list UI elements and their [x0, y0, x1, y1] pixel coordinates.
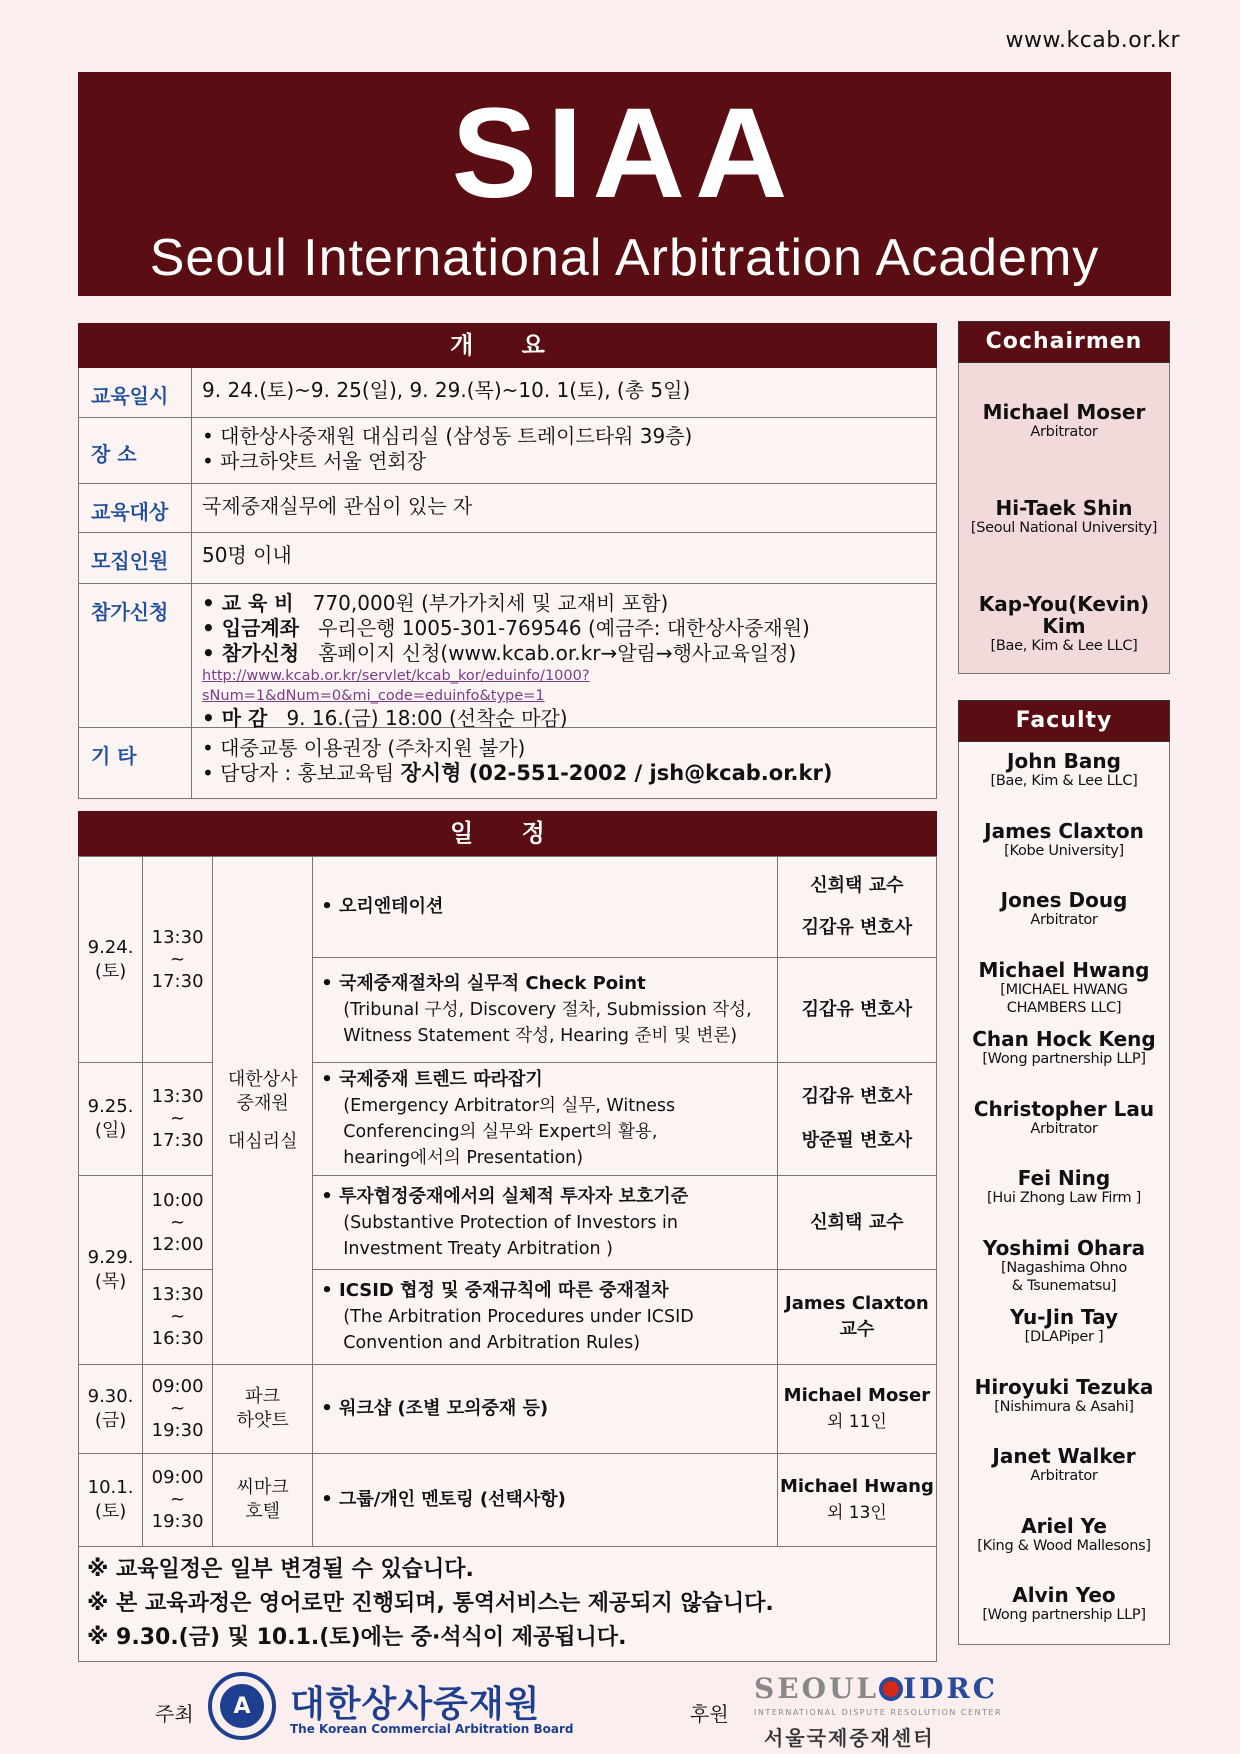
faculty-header: Faculty — [958, 700, 1170, 742]
note-line: ※ 9.30.(금) 및 10.1.(토)에는 중·석식이 제공됩니다. — [87, 1625, 627, 1650]
row-label: 기 타 — [79, 728, 192, 798]
person-name: John Bang — [1007, 749, 1121, 773]
session-title: • 그룹/개인 멘토링 (선택사항) — [321, 1489, 566, 1510]
place-text: 대한상사 — [227, 1068, 298, 1090]
time-sep: ~ — [170, 1108, 186, 1129]
person-item — [959, 959, 1169, 1029]
time-cell — [143, 857, 213, 1063]
person-name: James Claxton — [984, 818, 1144, 843]
person-affiliation: [Nagashima Ohno — [1000, 1259, 1128, 1276]
person-item — [959, 750, 1169, 820]
cochairmen-header: Cochairmen — [958, 321, 1170, 363]
time-start: 13:30 — [151, 926, 204, 948]
person-item — [959, 1584, 1169, 1654]
deadline-value: 9. 16.(금) 18:00 (선착순 마감) — [286, 706, 568, 730]
session-desc — [313, 1270, 778, 1365]
person-item — [959, 593, 1169, 689]
account-value: 우리은행 1005-301-769546 (예금주: 대한상사중재원) — [318, 616, 810, 640]
dow-text: (금) — [94, 1410, 127, 1431]
place-text: 씨마크 — [236, 1477, 289, 1498]
logo-text: SEOUL — [754, 1672, 880, 1705]
person-name: Ariel Ye — [1021, 1513, 1107, 1538]
deadline-key: • 마 감 — [202, 706, 268, 730]
table-row — [79, 857, 937, 958]
cochairmen-box — [958, 321, 1170, 674]
session-title: • 투자협정중재에서의 실체적 투자자 보호기준 — [321, 1185, 689, 1207]
instructor-cell — [777, 1365, 936, 1454]
venue-line: • 대한상사중재원 대심리실 (삼성동 트레이드타워 39층) — [202, 424, 693, 448]
person-affiliation: [Bae, Kim & Lee LLC] — [990, 773, 1138, 789]
person-affiliation: [Nishimura & Asahi] — [994, 1398, 1134, 1415]
person-affiliation: Arbitrator — [1030, 1120, 1098, 1137]
row-value: 국제중재실무에 관심이 있는 자 — [202, 494, 473, 518]
faculty-list — [958, 742, 1170, 1645]
row-label: 모집인원 — [79, 533, 192, 583]
time-sep: ~ — [170, 948, 186, 970]
person-name: Michael Hwang — [978, 957, 1150, 982]
session-desc — [313, 1176, 778, 1270]
time-sep: ~ — [170, 1211, 186, 1233]
footer — [0, 1672, 1240, 1752]
date-text: 9.30. — [87, 1386, 134, 1407]
time-start: 09:00 — [151, 1376, 204, 1397]
contact-prefix: • 담당자 : 홍보교육팀 — [202, 761, 401, 785]
date-cell — [79, 1454, 143, 1547]
instructor-cell: 신희택 교수 — [777, 1176, 936, 1270]
instructor-sub: 외 11인 — [826, 1412, 887, 1432]
seoul-idrc-logo — [754, 1672, 998, 1705]
row-value — [192, 728, 936, 798]
table-row — [79, 1454, 937, 1547]
dow-text: (목) — [94, 1271, 127, 1292]
session-sub: (The Arbitration Procedures under ICSID — [343, 1307, 694, 1327]
person-affiliation: [Seoul National University] — [970, 520, 1158, 536]
session-title: • 오리엔테이션 — [321, 896, 444, 917]
overview-row-venue — [78, 418, 937, 484]
person-affiliation: [DLAPiper ] — [1024, 1329, 1104, 1345]
overview-row-date — [78, 368, 937, 418]
person-affiliation: [Kobe University] — [1004, 842, 1124, 859]
instructor: Michael Moser — [783, 1385, 931, 1406]
place-text: 호텔 — [245, 1501, 281, 1522]
time-start: 09:00 — [151, 1467, 204, 1488]
person-item — [959, 1515, 1169, 1585]
dow-text: (토) — [94, 1501, 127, 1522]
session-sub: Conferencing의 실무와 Expert의 활용, — [343, 1122, 658, 1142]
person-name: Hiroyuki Tezuka — [974, 1374, 1154, 1399]
note-line: ※ 교육일정은 일부 변경될 수 있습니다. — [87, 1557, 474, 1582]
overview-row-capacity — [78, 533, 937, 584]
time-cell — [143, 1454, 213, 1547]
note-line: ※ 본 교육과정은 영어로만 진행되며, 통역서비스는 제공되지 않습니다. — [87, 1591, 774, 1616]
row-value — [192, 418, 936, 483]
row-label: 참가신청 — [79, 584, 192, 727]
person-affiliation: Arbitrator — [1030, 912, 1098, 928]
instructor-sub: 외 13인 — [826, 1503, 887, 1523]
person-affiliation: [Bae, Kim & Lee LLC] — [990, 638, 1138, 654]
date-cell — [79, 1365, 143, 1454]
person-name: Christopher Lau — [973, 1096, 1155, 1121]
instructor-cell — [777, 1063, 936, 1176]
person-item — [959, 1306, 1169, 1376]
globe-icon — [879, 1677, 903, 1701]
person-item — [959, 401, 1169, 497]
venue-line: • 파크하얏트 서울 연회장 — [202, 449, 427, 473]
banner-subtitle: Seoul International Arbitration Academy — [149, 229, 1100, 287]
person-affiliation: [MICHAEL HWANG — [1000, 981, 1128, 998]
person-item — [959, 1028, 1169, 1098]
sponsor-label: 후원 — [690, 1702, 729, 1726]
place-text: 대심리실 — [227, 1130, 298, 1152]
date-text: 9.29. — [87, 1247, 134, 1268]
time-end: 19:30 — [151, 1420, 204, 1441]
person-name: Fei Ning — [1017, 1166, 1111, 1190]
time-cell — [143, 1365, 213, 1454]
instructor: Michael Hwang — [779, 1476, 934, 1497]
overview-header: 개 요 — [78, 323, 937, 368]
person-affiliation: Arbitrator — [1030, 1468, 1098, 1484]
instructor-cell — [777, 857, 936, 958]
person-affiliation: CHAMBERS LLC] — [1006, 999, 1122, 1016]
session-desc — [313, 958, 778, 1063]
session-sub: (Emergency Arbitrator의 실무, Witness — [343, 1096, 676, 1116]
time-cell — [143, 1270, 213, 1365]
overview-row-target — [78, 484, 937, 533]
session-sub: Investment Treaty Arbitration ) — [343, 1238, 613, 1259]
time-sep: ~ — [170, 1489, 186, 1510]
session-desc — [313, 1454, 778, 1547]
session-desc — [313, 1063, 778, 1176]
place-cell — [213, 857, 313, 1365]
person-item — [959, 497, 1169, 593]
session-title: • 국제중재 트렌드 따라잡기 — [321, 1069, 543, 1090]
sponsor-sub: INTERNATIONAL DISPUTE RESOLUTION CENTER — [754, 1708, 1003, 1717]
person-name: Jones Doug — [1000, 888, 1128, 912]
banner-title: SIAA — [451, 82, 798, 225]
account-key: • 입금계좌 — [202, 616, 300, 640]
time-end: 16:30 — [151, 1328, 204, 1349]
person-name: Janet Walker — [992, 1444, 1136, 1468]
person-affiliation: Arbitrator — [1030, 424, 1098, 440]
time-cell — [143, 1176, 213, 1270]
table-row — [79, 1365, 937, 1454]
kcab-logo-icon: A — [208, 1672, 276, 1740]
registration-link[interactable]: http://www.kcab.or.kr/servlet/kcab_kor/eduinfo/1000?sNum=1&dNum=0&mi_code=eduinfo&type=1 — [202, 668, 590, 704]
table-row — [79, 1063, 937, 1176]
time-start: 10:00 — [151, 1189, 204, 1211]
place-text: 중재원 — [236, 1092, 289, 1114]
apply-key: • 참가신청 — [202, 641, 300, 665]
person-name: Hi-Taek Shin — [995, 496, 1133, 520]
session-title: • 국제중재절차의 실무적 Check Point — [321, 973, 646, 994]
schedule-notes — [78, 1547, 937, 1662]
instructor-cell: 김갑유 변호사 — [777, 958, 936, 1063]
date-text: 9.25. — [87, 1096, 134, 1117]
time-cell — [143, 1063, 213, 1176]
person-name: Yu-Jin Tay — [1009, 1305, 1119, 1329]
sponsor-name-ko: 서울국제중재센터 — [764, 1726, 935, 1750]
faculty-box — [958, 700, 1170, 1645]
table-row — [79, 1176, 937, 1270]
date-cell — [79, 857, 143, 1063]
date-text: 10.1. — [87, 1477, 134, 1498]
person-affiliation: [Wong partnership LLP] — [982, 1607, 1146, 1623]
overview-row-apply — [78, 584, 937, 728]
place-text: 하얏트 — [236, 1410, 289, 1431]
date-cell — [79, 1063, 143, 1176]
instructor: 방준필 변호사 — [801, 1130, 913, 1151]
time-end: 17:30 — [151, 1130, 204, 1151]
date-cell — [79, 1176, 143, 1365]
instructor-cell — [777, 1270, 936, 1365]
overview-section — [78, 323, 937, 799]
place-text: 파크 — [245, 1386, 281, 1407]
time-end: 19:30 — [151, 1511, 204, 1532]
session-sub: (Substantive Protection of Investors in — [343, 1212, 679, 1233]
session-title: • ICSID 협정 및 중재규칙에 따른 중재절차 — [321, 1280, 669, 1301]
instructor: James Claxton — [785, 1293, 929, 1314]
session-title: • 워크샵 (조별 모의중재 등) — [321, 1398, 549, 1419]
person-affiliation: & Tsunematsu] — [1011, 1277, 1117, 1294]
person-item — [959, 1237, 1169, 1307]
host-label: 주최 — [155, 1702, 194, 1726]
place-cell — [213, 1365, 313, 1454]
time-end: 17:30 — [151, 970, 204, 992]
table-row — [79, 1270, 937, 1365]
time-start: 13:30 — [151, 1284, 204, 1305]
instructor: 신희택 교수 — [810, 875, 904, 896]
time-sep: ~ — [170, 1398, 186, 1419]
instructor-cell — [777, 1454, 936, 1547]
session-desc — [313, 857, 778, 958]
overview-row-etc — [78, 728, 937, 799]
instructor: 교수 — [839, 1319, 875, 1340]
person-item — [959, 1376, 1169, 1446]
session-sub: (Tribunal 구성, Discovery 절차, Submission 작성, — [343, 1000, 752, 1020]
fee-value: 770,000원 (부가가치세 및 교재비 포함) — [312, 591, 669, 615]
host-name-en: The Korean Commercial Arbitration Board — [290, 1722, 574, 1736]
row-value: 9. 24.(토)~9. 25(일), 9. 29.(목)~10. 1(토), (총 5일) — [202, 378, 691, 402]
etc-line: • 대중교통 이용권장 (주차지원 불가) — [202, 736, 526, 760]
place-cell — [213, 1454, 313, 1547]
dow-text: (토) — [94, 960, 127, 982]
row-label: 교육일시 — [79, 368, 192, 417]
apply-value: 홈페이지 신청(www.kcab.or.kr→알림→행사교육일정) — [318, 641, 797, 665]
cochairmen-list — [958, 363, 1170, 674]
person-item — [959, 1167, 1169, 1237]
schedule-table — [78, 856, 937, 1547]
person-affiliation: [King & Wood Mallesons] — [977, 1537, 1151, 1554]
person-item — [959, 1098, 1169, 1168]
instructor: 김갑유 변호사 — [801, 917, 913, 938]
schedule-section — [78, 811, 937, 1662]
person-item — [959, 889, 1169, 959]
date-text: 9.24. — [87, 936, 134, 958]
person-name: Alvin Yeo — [1012, 1583, 1116, 1607]
session-sub: hearing에서의 Presentation) — [343, 1148, 584, 1168]
dow-text: (일) — [94, 1120, 127, 1141]
person-name: Chan Hock Keng — [972, 1027, 1156, 1051]
person-item — [959, 820, 1169, 890]
session-sub: Witness Statement 작성, Hearing 준비 및 변론) — [343, 1026, 738, 1046]
host-name: 대한상사중재원 — [290, 1684, 541, 1725]
person-name: Kap-You(Kevin) Kim — [978, 592, 1150, 638]
person-item — [959, 1445, 1169, 1515]
person-name: Yoshimi Ohara — [982, 1235, 1146, 1260]
row-label: 교육대상 — [79, 484, 192, 532]
session-desc — [313, 1365, 778, 1454]
person-affiliation: [Hui Zhong Law Firm ] — [987, 1190, 1141, 1206]
person-name: Michael Moser — [982, 400, 1146, 424]
person-affiliation: [Wong partnership LLP] — [982, 1051, 1146, 1067]
session-sub: Convention and Arbitration Rules) — [343, 1333, 641, 1353]
schedule-header: 일 정 — [78, 811, 937, 856]
time-start: 13:30 — [151, 1086, 204, 1107]
logo-text: IDRC — [903, 1672, 998, 1705]
website-url[interactable]: www.kcab.or.kr — [1005, 28, 1180, 53]
time-sep: ~ — [170, 1306, 186, 1327]
row-value: 50명 이내 — [202, 543, 292, 567]
instructor: 김갑유 변호사 — [801, 1086, 913, 1107]
fee-key: • 교 육 비 — [202, 591, 294, 615]
row-value — [192, 584, 936, 730]
title-banner — [78, 72, 1171, 296]
contact-info: 장시형 (02-551-2002 / jsh@kcab.or.kr) — [400, 761, 833, 785]
row-label: 장 소 — [79, 418, 192, 483]
time-end: 12:00 — [151, 1233, 204, 1255]
